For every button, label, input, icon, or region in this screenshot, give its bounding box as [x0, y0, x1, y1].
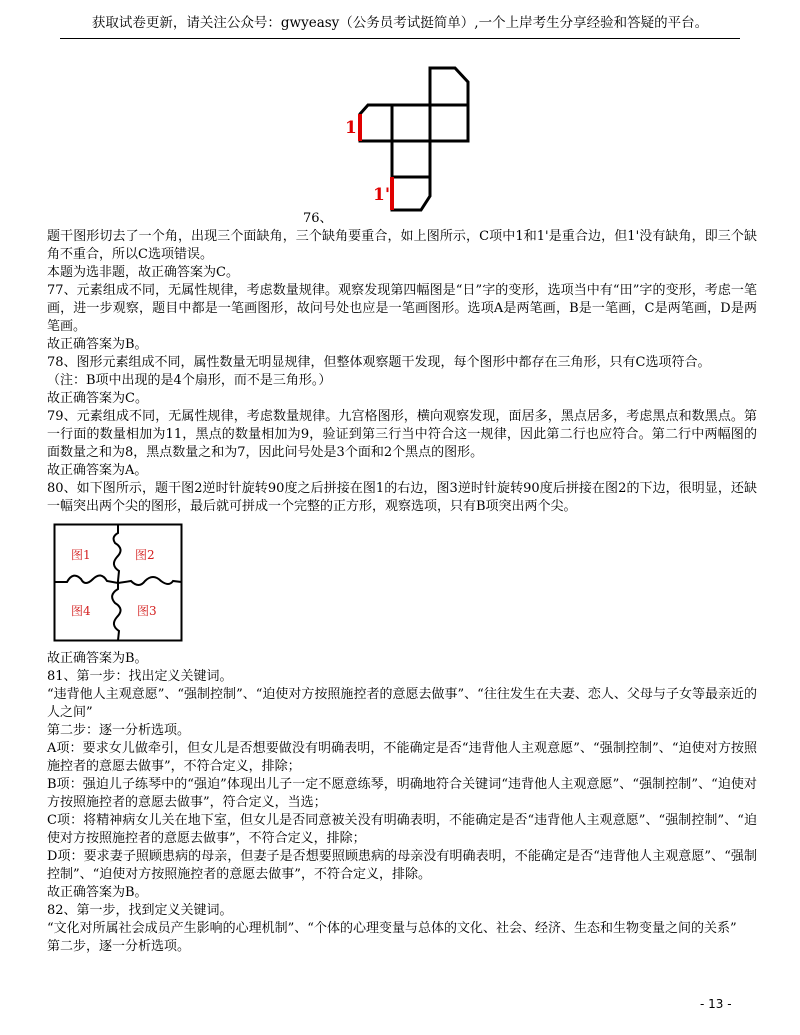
q77-answer: 故正确答案为B。 — [47, 337, 148, 352]
q81-step2: 第二步：逐一分析选项。 — [47, 723, 191, 738]
q78-note: （注：B项中出现的是4个扇形，而不是三角形。） — [47, 373, 332, 388]
q81-answer: 故正确答案为B。 — [47, 885, 148, 900]
net-face-right — [430, 105, 468, 141]
q81-option-d: D项：要求妻子照顾患病的母亲，但妻子是否想要照顾患病的母亲没有明确表明，不能确定是否“违背他人主观意愿”、“强制控制”、“迫使对方按照施控者的意愿去做事”，不符合定义，排除。 — [47, 849, 757, 882]
puzzle-figure — [53, 523, 183, 642]
q81-option-c: C项：将精神病女儿关在地下室，但女儿是否同意被关没有明确表明，不能确定是否“违背他人主观意愿”、“强制控制”、“迫使对方按照施控者的意愿去做事”，不符合定义，排除； — [47, 813, 757, 846]
q81-option-b: B项：强迫儿子练琴中的“强迫”体现出儿子一定不愿意练琴，明确地符合关键词“违背他人主观意愿”、“强制控制”、“迫使对方按照施控者的意愿去做事”，符合定义，当选； — [47, 777, 757, 810]
q82-keywords: “文化对所属社会成员产生影响的心理机制”、“个体的心理变量与总体的文化、社会、经济、生态和生物变量之间的关系” — [47, 921, 737, 936]
q79-answer: 故正确答案为A。 — [47, 463, 148, 478]
q78-answer: 故正确答案为C。 — [47, 391, 148, 406]
header-rule — [60, 38, 740, 39]
q80-explanation: 80、如下图所示，题干图2逆时针旋转90度之后拼接在图1的右边，图3逆时针旋转90度后拼接在图2的下边，很明显，还缺一幅突出两个尖的图形，最后就可拼成一个完整的正方形，观察选项，只有B项突出两个尖。 — [47, 481, 757, 514]
puzzle-label-fig1: 图1 — [71, 548, 91, 562]
q82-step2: 第二步，逐一分析选项。 — [47, 939, 191, 954]
net-face-center — [392, 105, 430, 141]
edge-label-1prime: 1' — [373, 185, 391, 205]
answer-content — [47, 228, 757, 956]
page-number: - 13 - — [700, 997, 732, 1011]
net-face-lower — [392, 141, 430, 177]
edge-label-1: 1 — [345, 118, 357, 138]
net-face-top — [430, 68, 468, 105]
cube-net-figure — [345, 58, 475, 218]
q77-explanation: 77、元素组成不同，无属性规律，考虑数量规律。观察发现第四幅图是“日”字的变形，选项当中有“田”字的变形，考虑一笔画，进一步观察，题目中都是一笔画图形，故问号处也应是一笔画图形。选项A是两笔画，B是一笔画，C是两笔画，D是两笔画。 — [47, 283, 757, 334]
q81-keywords: “违背他人主观意愿”、“强制控制”、“迫使对方按照施控者的意愿去做事”、“往往发生在夫妻、恋人、父母与子女等最亲近的人之间” — [47, 687, 757, 720]
puzzle-label-fig3: 图3 — [137, 604, 157, 618]
q78-explanation: 78、图形元素组成不同，属性数量无明显规律，但整体观察题干发现，每个图形中都存在三角形，只有C选项符合。 — [47, 355, 711, 370]
figure-question-number: 76、 — [303, 211, 333, 226]
puzzle-figure-wrap — [47, 516, 757, 650]
puzzle-label-fig2: 图2 — [135, 548, 155, 562]
net-face-left — [360, 105, 392, 141]
q80-answer: 故正确答案为B。 — [47, 651, 148, 666]
puzzle-label-fig4: 图4 — [71, 604, 91, 618]
net-face-bottom — [392, 177, 430, 210]
q82-step1: 82、第一步，找到定义关键词。 — [47, 903, 233, 918]
q79-explanation: 79、元素组成不同，无属性规律，考虑数量规律。九宫格图形，横向观察发现，面居多，黑点居多，考虑黑点和数黑点。第一行面的数量相加为11，黑点的数量相加为9，验证到第三行当中符合这一规律，因此第二行也应符合。第二行中两幅图的面数量之和为8，黑点数量之和为7，因此问号处是3个面和2个黑点的图形。 — [47, 409, 757, 460]
q76-explanation: 题干图形切去了一个角，出现三个面缺角，三个缺角要重合，如上图所示，C项中1和1'是重合边，但1'没有缺角，即三个缺角不重合，所以C选项错误。 — [47, 229, 757, 262]
q81-option-a: A项：要求女儿做牵引，但女儿是否想要做没有明确表明，不能确定是否“违背他人主观意愿”、“强制控制”、“迫使对方按照施控者的意愿去做事”，不符合定义，排除； — [47, 741, 757, 774]
q76-summary: 本题为选非题，故正确答案为C。 — [47, 265, 239, 280]
page-header: 获取试卷更新，请关注公众号：gwyeasy（公务员考试挺简单）,一个上岸考生分享经验和答疑的平台。 — [91, 15, 709, 31]
q81-step1: 81、第一步：找出定义关键词。 — [47, 669, 233, 684]
